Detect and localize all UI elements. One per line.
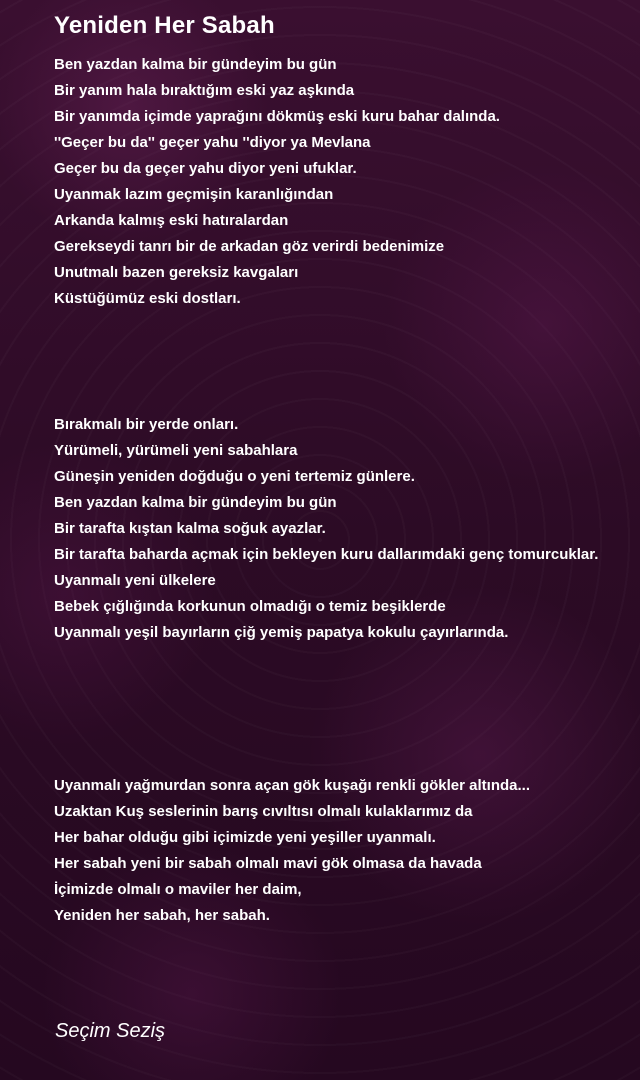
poem-line: Unutmalı bazen gereksiz kavgaları bbox=[54, 264, 299, 281]
poem-line: Her sabah yeni bir sabah olmalı mavi gök olmasa da havada bbox=[54, 855, 482, 872]
poem-line: Bir tarafta kıştan kalma soğuk ayazlar. bbox=[54, 520, 326, 537]
poem-line: Geçer bu da geçer yahu diyor yeni ufuklar. bbox=[54, 160, 357, 177]
poem-line: Arkanda kalmış eski hatıralardan bbox=[54, 212, 289, 229]
poem-line: Ben yazdan kalma bir gündeyim bu gün bbox=[54, 494, 337, 511]
poem-line: Yürümeli, yürümeli yeni sabahlara bbox=[54, 442, 298, 459]
poem-line: ''Geçer bu da'' geçer yahu ''diyor ya Mevlana bbox=[54, 134, 371, 151]
stanza-2 bbox=[54, 412, 614, 646]
poem-line: Güneşin yeniden doğduğu o yeni tertemiz günlere. bbox=[54, 468, 415, 485]
poem-line: Gerekseydi tanrı bir de arkadan göz verirdi bedenimize bbox=[54, 238, 445, 255]
poem-line: Bir yanım hala bıraktığım eski yaz aşkında bbox=[54, 82, 355, 99]
poem-line: Her bahar olduğu gibi içimizde yeni yeşiller uyanmalı. bbox=[54, 829, 436, 846]
poem-line: Uyanmalı yeni ülkelere bbox=[54, 572, 216, 589]
poem-line: Bir tarafta baharda açmak için bekleyen kuru dallarımdaki genç tomurcuklar. bbox=[54, 546, 599, 563]
poem-line: İçimizde olmalı o maviler her daim, bbox=[54, 881, 302, 898]
author-name: Seçim Seziş bbox=[55, 1020, 166, 1042]
poem-line: Küstüğümüz eski dostları. bbox=[54, 290, 241, 307]
poem-line: Bırakmalı bir yerde onları. bbox=[54, 416, 239, 433]
stanza-1 bbox=[54, 52, 614, 312]
poem-line: Yeniden her sabah, her sabah. bbox=[54, 907, 270, 924]
poem-line: Bir yanımda içimde yaprağını dökmüş eski kuru bahar dalında. bbox=[54, 108, 500, 125]
poem-line: Ben yazdan kalma bir gündeyim bu gün bbox=[54, 56, 337, 73]
poem-line: Uyanmalı yağmurdan sonra açan gök kuşağı renkli gökler altında... bbox=[54, 777, 530, 794]
poem-line: Uyanmak lazım geçmişin karanlığından bbox=[54, 186, 334, 203]
poem-line: Uzaktan Kuş seslerinin barış cıvıltısı olmalı kulaklarımız da bbox=[54, 803, 473, 820]
poem-line: Uyanmalı yeşil bayırların çiğ yemiş papatya kokulu çayırlarında. bbox=[54, 624, 509, 641]
poem-title: Yeniden Her Sabah bbox=[54, 12, 275, 39]
poem-line: Bebek çığlığında korkunun olmadığı o temiz beşiklerde bbox=[54, 598, 446, 615]
stanza-3 bbox=[54, 773, 614, 929]
